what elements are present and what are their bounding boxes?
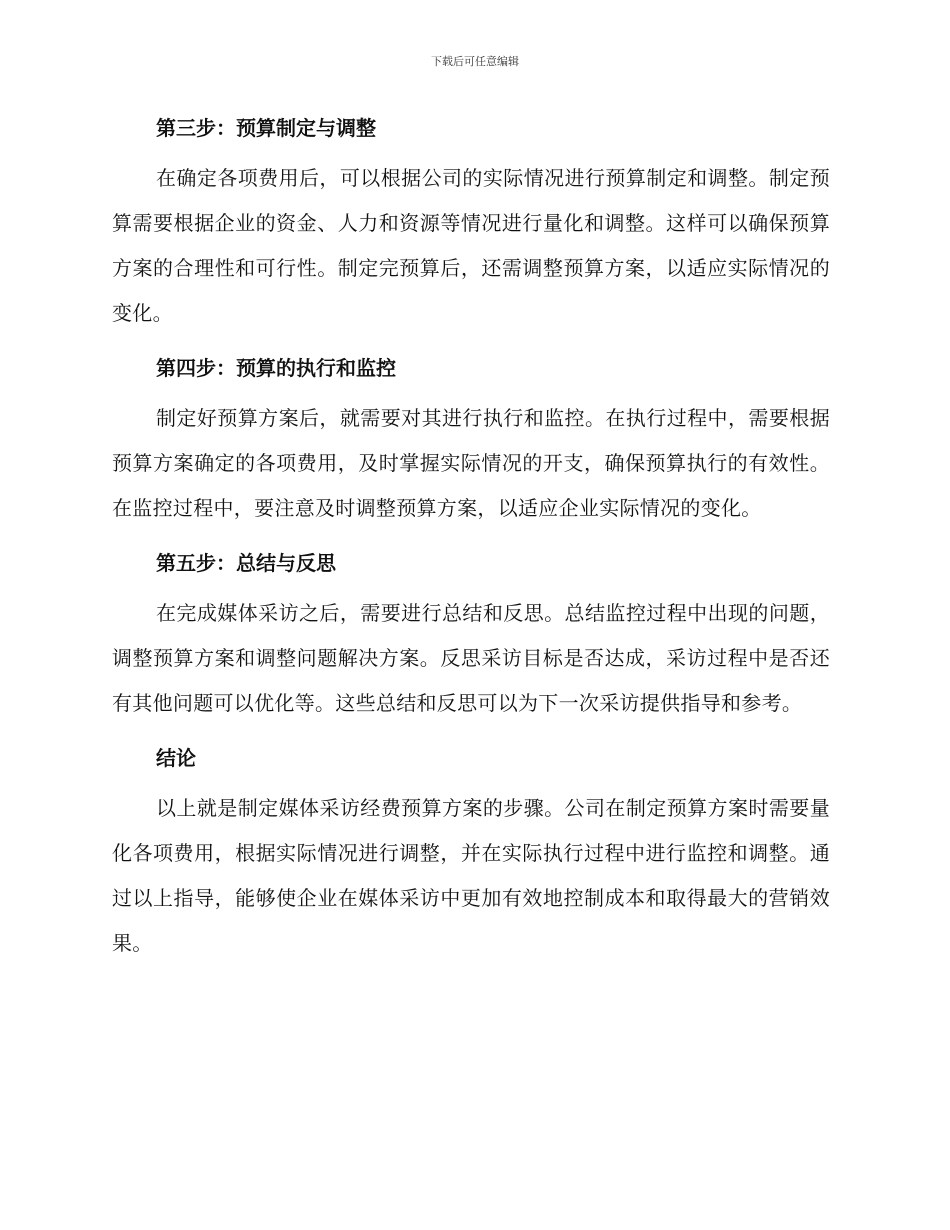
section-heading-step-four: 第四步：预算的执行和监控 xyxy=(156,356,396,380)
section-paragraph-step-four: 制定好预算方案后，就需要对其进行执行和监控。在执行过程中，需要根据预算方案确定的各项费用，及时掌握实际情况的开支，确保预算执行的有效性。在监控过程中，要注意及时调整预算方案，以适应企业实际情况的变化。 xyxy=(112,406,830,520)
section-heading-step-five: 第五步：总结与反思 xyxy=(156,551,336,575)
section-paragraph-conclusion: 以上就是制定媒体采访经费预算方案的步骤。公司在制定预算方案时需要量化各项费用，根据实际情况进行调整，并在实际执行过程中进行监控和调整。通过以上指导，能够使企业在媒体采访中更加有效地控制成本和取得最大的营销效果。 xyxy=(112,796,830,955)
section-heading-step-three: 第三步：预算制定与调整 xyxy=(156,116,376,140)
section-heading-conclusion: 结论 xyxy=(156,746,196,770)
page-header: 下载后可任意编辑 xyxy=(431,55,519,68)
document-body xyxy=(112,110,830,980)
section-paragraph-step-three: 在确定各项费用后，可以根据公司的实际情况进行预算制定和调整。制定预算需要根据企业的资金、人力和资源等情况进行量化和调整。这样可以确保预算方案的合理性和可行性。制定完预算后，还需调整预算方案，以适应实际情况的变化。 xyxy=(112,166,830,325)
section-paragraph-step-five: 在完成媒体采访之后，需要进行总结和反思。总结监控过程中出现的问题，调整预算方案和调整问题解决方案。反思采访目标是否达成，采访过程中是否还有其他问题可以优化等。这些总结和反思可以为下一次采访提供指导和参考。 xyxy=(112,601,830,715)
